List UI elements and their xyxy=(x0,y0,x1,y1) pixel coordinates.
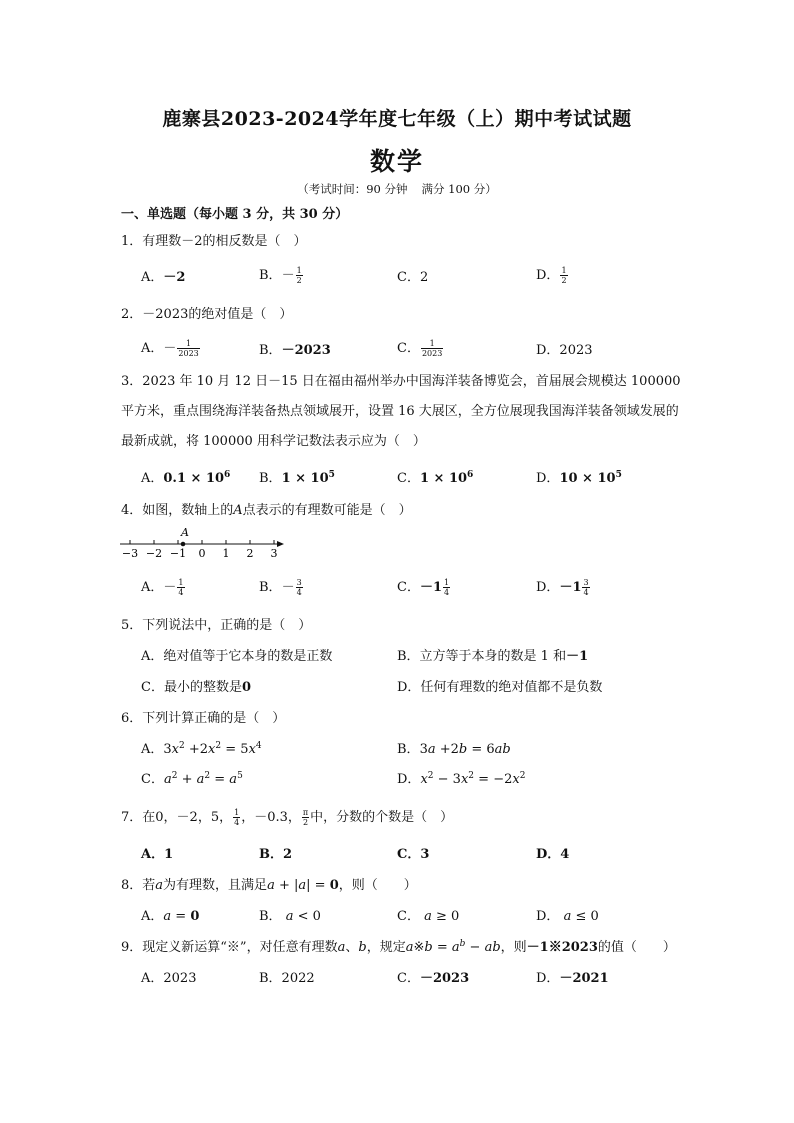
q5-option-c: C．最小的整数是0 xyxy=(141,680,251,695)
question-1-stem: 1．有理数－2的相反数是（ ） xyxy=(121,234,307,249)
q5-option-b: B．立方等于本身的数是 1 和－1 xyxy=(397,649,589,664)
exam-info xyxy=(0,181,794,197)
q9-option-c: C．－2023 xyxy=(397,971,470,986)
exam-time: （考试时间：90 分钟 xyxy=(297,182,408,196)
number-line xyxy=(118,522,288,562)
q7-option-c: C．3 xyxy=(397,847,430,862)
q8-option-a: A．a = 0 xyxy=(141,909,200,924)
q4-option-c: C．－1 $\frac{1}{4}$ xyxy=(397,578,450,597)
q1-option-c: C．2 xyxy=(397,270,429,285)
q2-option-a: A．－ $\frac{1}{2023}$ xyxy=(141,339,199,358)
q2-option-b: B．－2023 xyxy=(259,343,331,358)
tick-label: −2 xyxy=(145,547,163,560)
q4-option-b: B．－ $\frac{3}{4}$ xyxy=(259,578,302,597)
q1-option-b: B．－ $\frac{1}{2}$ xyxy=(259,266,302,285)
q6-option-d: D．$x^2 - 3x^2 = -2x^2$ xyxy=(397,771,526,787)
section-heading: 一、单选题（每小题 3 分，共 30 分） xyxy=(121,207,349,222)
q9-option-d: D．－2021 xyxy=(536,971,609,986)
tick-label: 1 xyxy=(222,547,230,560)
q2-option-c: C． $\frac{1}{2023}$ xyxy=(397,339,443,358)
q5-option-a: A．绝对值等于它本身的数是正数 xyxy=(141,649,333,664)
question-3-stem: 3．2023 年 10 月 12 日－15 日在福由福州举办中国海洋装备博览会，首届展会规模达 100000 平方米，重点围绕海洋装备热点领域展开，设置 16 大展区，全方位展现我国海洋装备领域发展的最新成就，将 100000 用科学记数法表示应为（ ） xyxy=(121,374,681,449)
q3-option-c: C．$1 \times 10^6$ xyxy=(397,470,474,486)
q7-option-a: A．1 xyxy=(141,847,174,862)
question-6-stem: 6．下列计算正确的是（ ） xyxy=(121,711,286,726)
number-line-ticks xyxy=(130,540,274,544)
question-8-stem: 8．若a为有理数，且满足a + |a| = 0，则（ ） xyxy=(121,878,417,893)
subject-title: 数学 xyxy=(369,147,424,176)
tick-label: 0 xyxy=(198,547,206,560)
q8-option-c: C． a ≥ 0 xyxy=(397,909,460,924)
question-5-stem: 5．下列说法中，正确的是（ ） xyxy=(121,618,312,633)
q7-option-d: D．4 xyxy=(536,847,570,862)
tick-label: 2 xyxy=(246,547,254,560)
q8-option-b: B． a < 0 xyxy=(259,909,321,924)
tick-label: −3 xyxy=(121,547,139,560)
q5-option-d: D．任何有理数的绝对值都不是负数 xyxy=(397,680,603,695)
exam-title: 鹿寨县2023-2024学年度七年级（上）期中考试试题 xyxy=(162,108,632,130)
q6-option-b: B．3a +2b = 6ab xyxy=(397,742,511,757)
number-line-arrow xyxy=(277,541,284,547)
question-7-stem: 7．在0，－2，5， $\frac{1}{4}$ ，－0.3， $\frac{\pi}{2}$ 中，分数的个数是（ ） xyxy=(121,808,454,827)
q3-option-d: D．$10 \times 10^5$ xyxy=(536,470,622,486)
tick-label: −1 xyxy=(169,547,187,560)
exam-score: 满分 100 分） xyxy=(421,182,497,196)
q8-option-d: D． a ≤ 0 xyxy=(536,909,599,924)
point-a-label: A xyxy=(181,526,189,539)
q2-option-d: D．2023 xyxy=(536,343,593,358)
q9-option-a: A．2023 xyxy=(141,971,197,986)
q3-option-a: A．$0.1 \times 10^6$ xyxy=(141,470,231,486)
q4-option-a: A．－ $\frac{1}{4}$ xyxy=(141,578,184,597)
q6-option-c: C．$a^2 + a^2 = a^5$ xyxy=(141,771,243,787)
point-a-dot xyxy=(181,542,186,547)
q1-option-d: D． $\frac{1}{2}$ xyxy=(536,266,567,285)
tick-label: 3 xyxy=(270,547,278,560)
q4-option-d: D．－1 $\frac{3}{4}$ xyxy=(536,578,589,597)
question-4-stem: 4．如图，数轴上的A点表示的有理数可能是（ ） xyxy=(121,503,412,518)
question-9-stem: 9．现定义新运算“※”，对任意有理数a、b，规定a※b = $a^b$ − ab，则－1※2023的值（ ） xyxy=(121,939,676,955)
question-2-stem: 2．－2023的绝对值是（ ） xyxy=(121,307,293,322)
q1-option-a: A．－2 xyxy=(141,270,186,285)
q3-option-b: B．$1 \times 10^5$ xyxy=(259,470,335,486)
q6-option-a: A．$3x^2 +2x^2 = 5x^4$ xyxy=(141,741,262,757)
q9-option-b: B．2022 xyxy=(259,971,315,986)
q7-option-b: B．2 xyxy=(259,847,293,862)
